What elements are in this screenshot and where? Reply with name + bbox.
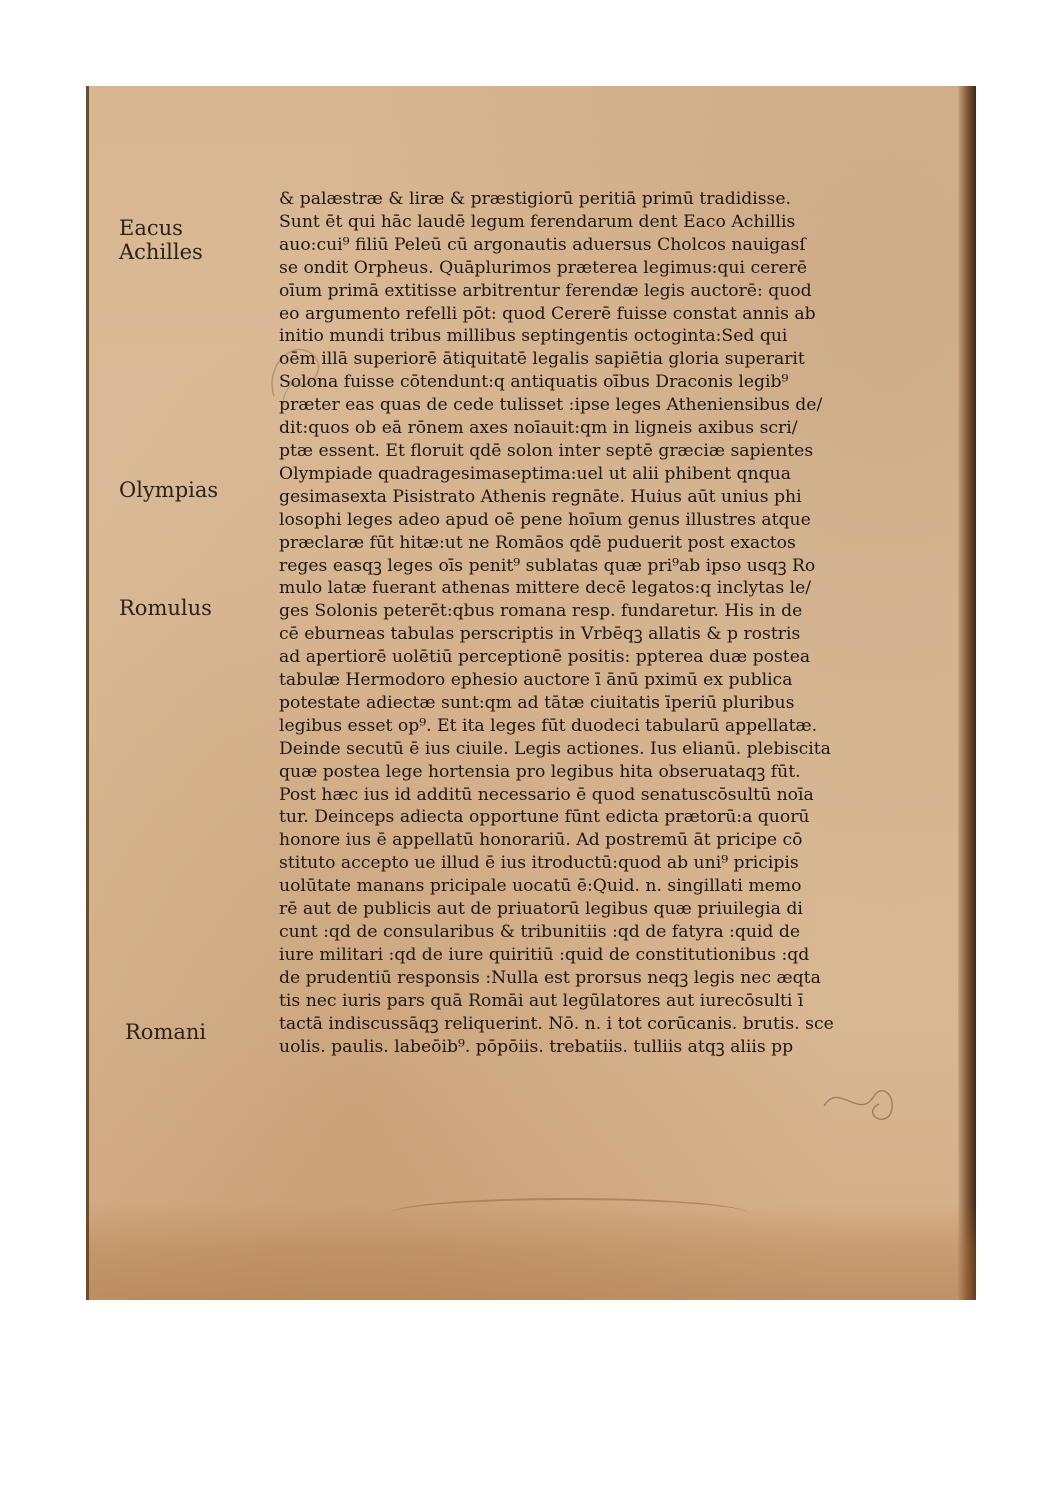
text-line: tabulæ Hermodoro ephesio auctore ī ānū pximū ex publica [279, 670, 793, 691]
text-line: rē aut de publicis aut de priuatorū legibus quæ priuilegia di [279, 899, 803, 920]
text-line: oēm illā superiorē ātiquitatē legalis sapiētia gloria superarit [279, 349, 805, 370]
text-line: iure militari :qd de iure quiritiū :quid de constitutionibus :qd [279, 944, 810, 965]
text-line: oīum primā extitisse arbitrentur ferendæ legis auctorē: quod [279, 280, 812, 301]
book-page-scan [86, 86, 976, 1300]
text-line: dit:quos ob eā rōnem axes noīauit:qm in ligneis axibus scri/ [279, 418, 798, 439]
text-line: de prudentiū responsis :Nulla est prorsus neqꝫ legis nec æqta [279, 967, 821, 988]
text-line: se ondit Orpheus. Quāplurimos præterea legimus:qui cererē [279, 257, 808, 278]
text-line: tactā indiscussāqꝫ reliquerint. Nō. n. i tot corūcanis. brutis. sce [279, 1013, 834, 1034]
text-line: honore ius ē appellatū honorariū. Ad postremū āt pricipe cō [279, 830, 803, 851]
text-line: gesimasexta Pisistrato Athenis regnāte. Huius aūt unius phi [279, 486, 802, 507]
margin-note-line: Olympias [119, 478, 219, 502]
book-binding-edge [958, 86, 976, 1300]
margin-note-line: Eacus [119, 216, 183, 240]
text-line: præclaræ fūt hitæ:ut ne Romāos qdē puduerit post exactos [279, 532, 796, 553]
text-line: ges Solonis peterēt:qbus romana resp. fundaretur. His in de [279, 601, 803, 622]
text-line: tur. Deinceps adiecta opportune fūnt edicta prætorū:a quorū [279, 807, 810, 828]
text-line: potestate adiectæ sunt:qm ad tātæ ciuitatis īperiū pluribus [279, 692, 795, 713]
text-line: initio mundi tribus millibus septingentis octoginta:Sed qui [279, 326, 788, 347]
text-line: uolūtate manans pricipale uocatū ē:Quid. n. singillati memo [279, 876, 802, 897]
margin-note-line: Romani [125, 1020, 207, 1044]
main-text-block [279, 188, 894, 1058]
text-line: stituto accepto ue illud ē ius itroductū:quod ab uni⁹ pricipis [279, 853, 799, 874]
text-line: eo argumento refelli pōt: quod Cererē fuisse constat annis ab [279, 303, 816, 324]
margin-note-romani [125, 1020, 206, 1044]
text-line: Post hæc ius id additū necessario ē quod senatuscōsultū noīa [279, 784, 814, 805]
stain-edge [389, 1198, 749, 1230]
text-line: losophi leges adeo apud oē pene hoīum genus illustres atque [279, 509, 811, 530]
ink-flourish-mark [819, 1076, 909, 1126]
text-line: Solona fuisse cōtendunt:q antiquatis oībus Draconis legib⁹ [279, 372, 789, 393]
text-line: reges easqꝫ leges oīs penit⁹ sublatas quæ pri⁹ab ipso usqꝫ Ro [279, 555, 816, 576]
text-line: auo:cui⁹ filiū Peleū cū argonautis aduersus Cholcos nauigasſ [279, 234, 806, 255]
text-line: mulo latæ fuerant athenas mittere decē legatos:q inclytas le/ [279, 578, 812, 599]
text-line: ad apertiorē uolētiū perceptionē positis: ppterea duæ postea [279, 647, 811, 668]
text-line: cunt :qd de consularibus & tribunitiis :qd de fatyra :quid de [279, 922, 801, 942]
text-line: Deinde secutū ē ius ciuile. Legis actiones. Ius elianū. plebiscita [279, 738, 831, 759]
text-line: tis nec iuris pars quā Romāi aut legūlatores aut iurecōsulti ī [279, 990, 804, 1011]
text-line: quæ postea lege hortensia pro legibus hita obseruataqꝫ fūt. [279, 761, 801, 782]
margin-note-line: Achilles [119, 240, 203, 264]
text-line: ptæ essent. Et floruit qdē solon inter septē græciæ sapientes [279, 440, 814, 461]
text-line: uolis. paulis. labeōib⁹. pōpōiis. trebatiis. tulliis atqꝫ aliis pp [279, 1036, 794, 1057]
text-line: cē eburneas tabulas perscriptis in Vrbēqꝫ allatis & p rostris [279, 624, 801, 645]
margin-note-olympias [119, 478, 218, 502]
margin-note-romulus [119, 596, 212, 620]
text-line: & palæstræ & liræ & præstigiorū peritiā primū tradidisse. [279, 189, 791, 209]
text-line: præter eas quas de cede tulisset :ipse leges Atheniensibus de/ [279, 395, 823, 416]
text-line: legibus esset op⁹. Et ita leges fūt duodeci tabularū appellatæ. [279, 715, 818, 736]
margin-note-line: Romulus [119, 596, 212, 620]
margin-note-eacus-achilles [119, 216, 203, 264]
text-line: Sunt ēt qui hāc laudē legum ferendarum dent Eaco Achillis [279, 211, 796, 232]
text-line: Olympiade quadragesimaseptima:uel ut alii phibent qnqua [279, 463, 791, 484]
